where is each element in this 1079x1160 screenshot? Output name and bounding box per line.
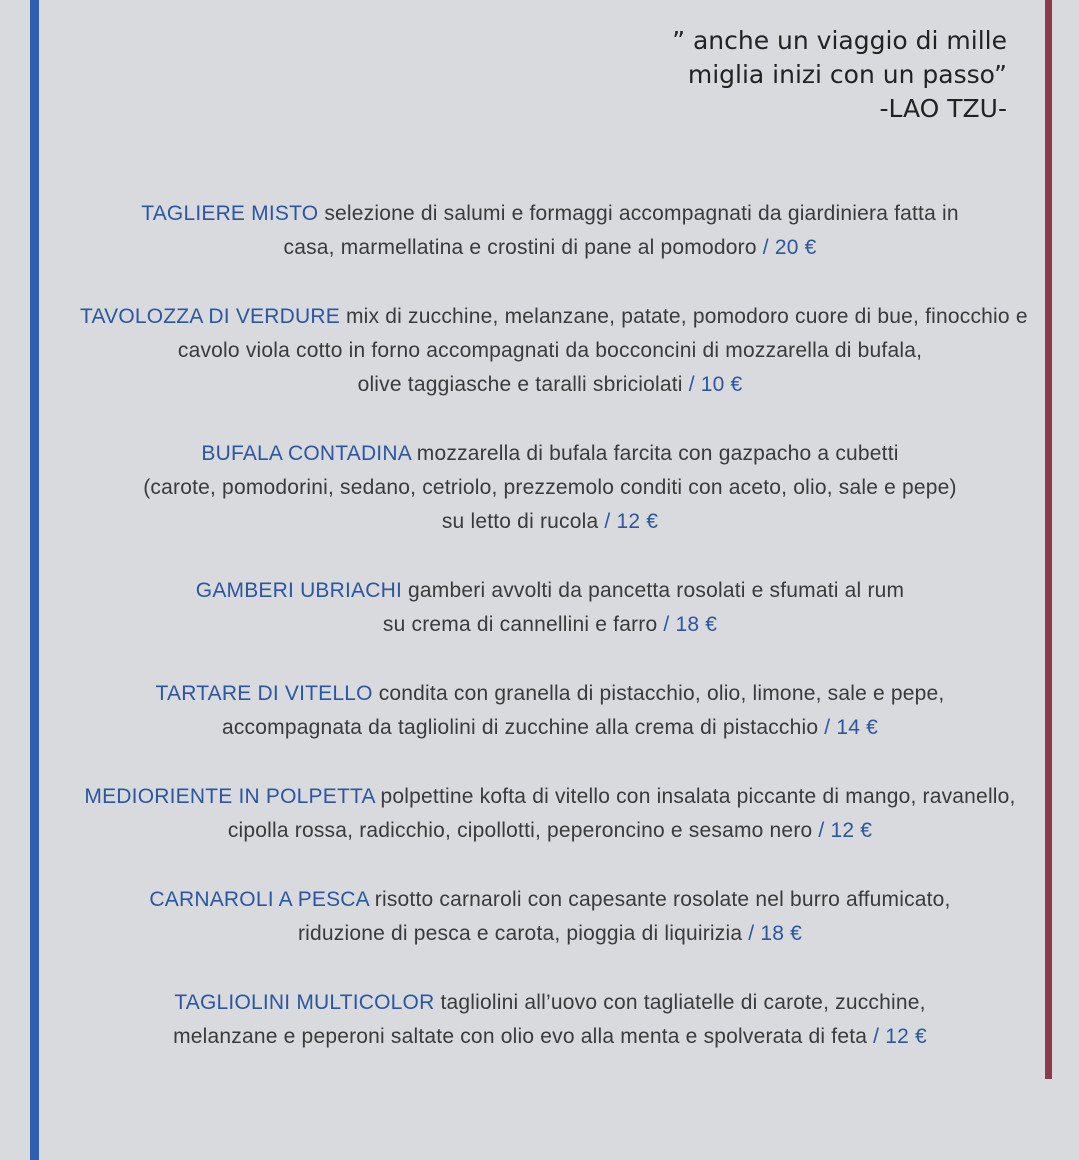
dish-price: / 12 € bbox=[598, 510, 659, 533]
dish-description: cavolo viola cotto in forno accompagnati da bocconcini di mozzarella di bufala, bbox=[177, 339, 923, 362]
dish-description: olive taggiasche e taralli sbriciolati bbox=[357, 373, 683, 396]
quote-line-2: miglia inizi con un passo” bbox=[687, 60, 1007, 89]
menu-item-medioriente-in-polpetta bbox=[80, 780, 1020, 848]
dish-name: TAGLIOLINI MULTICOLOR bbox=[174, 991, 435, 1014]
dish-description: melanzane e peperoni saltate con olio evo alla menta e spolverata di feta bbox=[173, 1025, 868, 1048]
dish-name: CARNAROLI A PESCA bbox=[149, 888, 369, 911]
menu-item-gamberi-ubriachi bbox=[80, 574, 1020, 642]
dish-name: TAGLIERE MISTO bbox=[141, 202, 319, 225]
menu-item-tartare-di-vitello bbox=[80, 677, 1020, 745]
menu-item-tagliolini-multicolor bbox=[80, 986, 1020, 1054]
dish-price: / 12 € bbox=[867, 1025, 927, 1048]
dish-price: / 20 € bbox=[756, 236, 817, 259]
dish-description: riduzione di pesca e carota, pioggia di liquirizia bbox=[297, 922, 743, 945]
right-border-decoration bbox=[1045, 0, 1052, 1079]
dish-name: TAVOLOZZA DI VERDURE bbox=[80, 305, 340, 328]
dish-price: / 18 € bbox=[742, 922, 803, 945]
quote-line-1: ” anche un viaggio di mille bbox=[672, 26, 1007, 55]
dish-description: mix di zucchine, melanzane, patate, pomodoro cuore di bue, finocchio e bbox=[339, 305, 1028, 328]
menu-item-bufala-contadina bbox=[80, 437, 1020, 539]
menu-list bbox=[80, 197, 1028, 1089]
dish-description: cipolla rossa, radicchio, cipollotti, peperoncino e sesamo nero bbox=[227, 819, 813, 842]
quote-block bbox=[672, 24, 1007, 126]
menu-item-tavolozza-di-verdure bbox=[80, 300, 1028, 402]
dish-description: tagliolini all’uovo con tagliatelle di carote, zucchine, bbox=[434, 991, 926, 1014]
dish-description: gamberi avvolti da pancetta rosolati e sfumati al rum bbox=[402, 579, 905, 602]
dish-price: / 18 € bbox=[657, 613, 718, 636]
menu-item-tagliere-misto bbox=[80, 197, 1020, 265]
dish-name: TARTARE DI VITELLO bbox=[155, 682, 373, 705]
dish-description: mozzarella di bufala farcita con gazpacho a cubetti bbox=[410, 442, 899, 465]
quote-author: -LAO TZU- bbox=[879, 94, 1007, 123]
dish-description: (carote, pomodorini, sedano, cetriolo, prezzemolo conditi con aceto, olio, sale e pepe) bbox=[143, 476, 957, 499]
dish-description: selezione di salumi e formaggi accompagnati da giardiniera fatta in bbox=[318, 202, 959, 225]
dish-description: casa, marmellatina e crostini di pane al pomodoro bbox=[283, 236, 757, 259]
left-border-decoration bbox=[30, 0, 70, 1160]
dish-description: polpettine kofta di vitello con insalata piccante di mango, ravanello, bbox=[374, 785, 1016, 808]
dish-price: / 12 € bbox=[812, 819, 873, 842]
dish-name: BUFALA CONTADINA bbox=[201, 442, 411, 465]
dish-name: GAMBERI UBRIACHI bbox=[195, 579, 403, 602]
dish-description: risotto carnaroli con capesante rosolate nel burro affumicato, bbox=[368, 888, 951, 911]
menu-item-carnaroli-a-pesca bbox=[80, 883, 1020, 951]
dish-price: / 10 € bbox=[682, 373, 743, 396]
dish-name: MEDIORIENTE IN POLPETTA bbox=[84, 785, 375, 808]
dish-price: / 14 € bbox=[818, 716, 879, 739]
dish-description: su crema di cannellini e farro bbox=[382, 613, 658, 636]
dish-description: accompagnata da tagliolini di zucchine alla crema di pistacchio bbox=[221, 716, 819, 739]
dish-description: su letto di rucola bbox=[441, 510, 599, 533]
dish-description: condita con granella di pistacchio, olio, limone, sale e pepe, bbox=[372, 682, 945, 705]
